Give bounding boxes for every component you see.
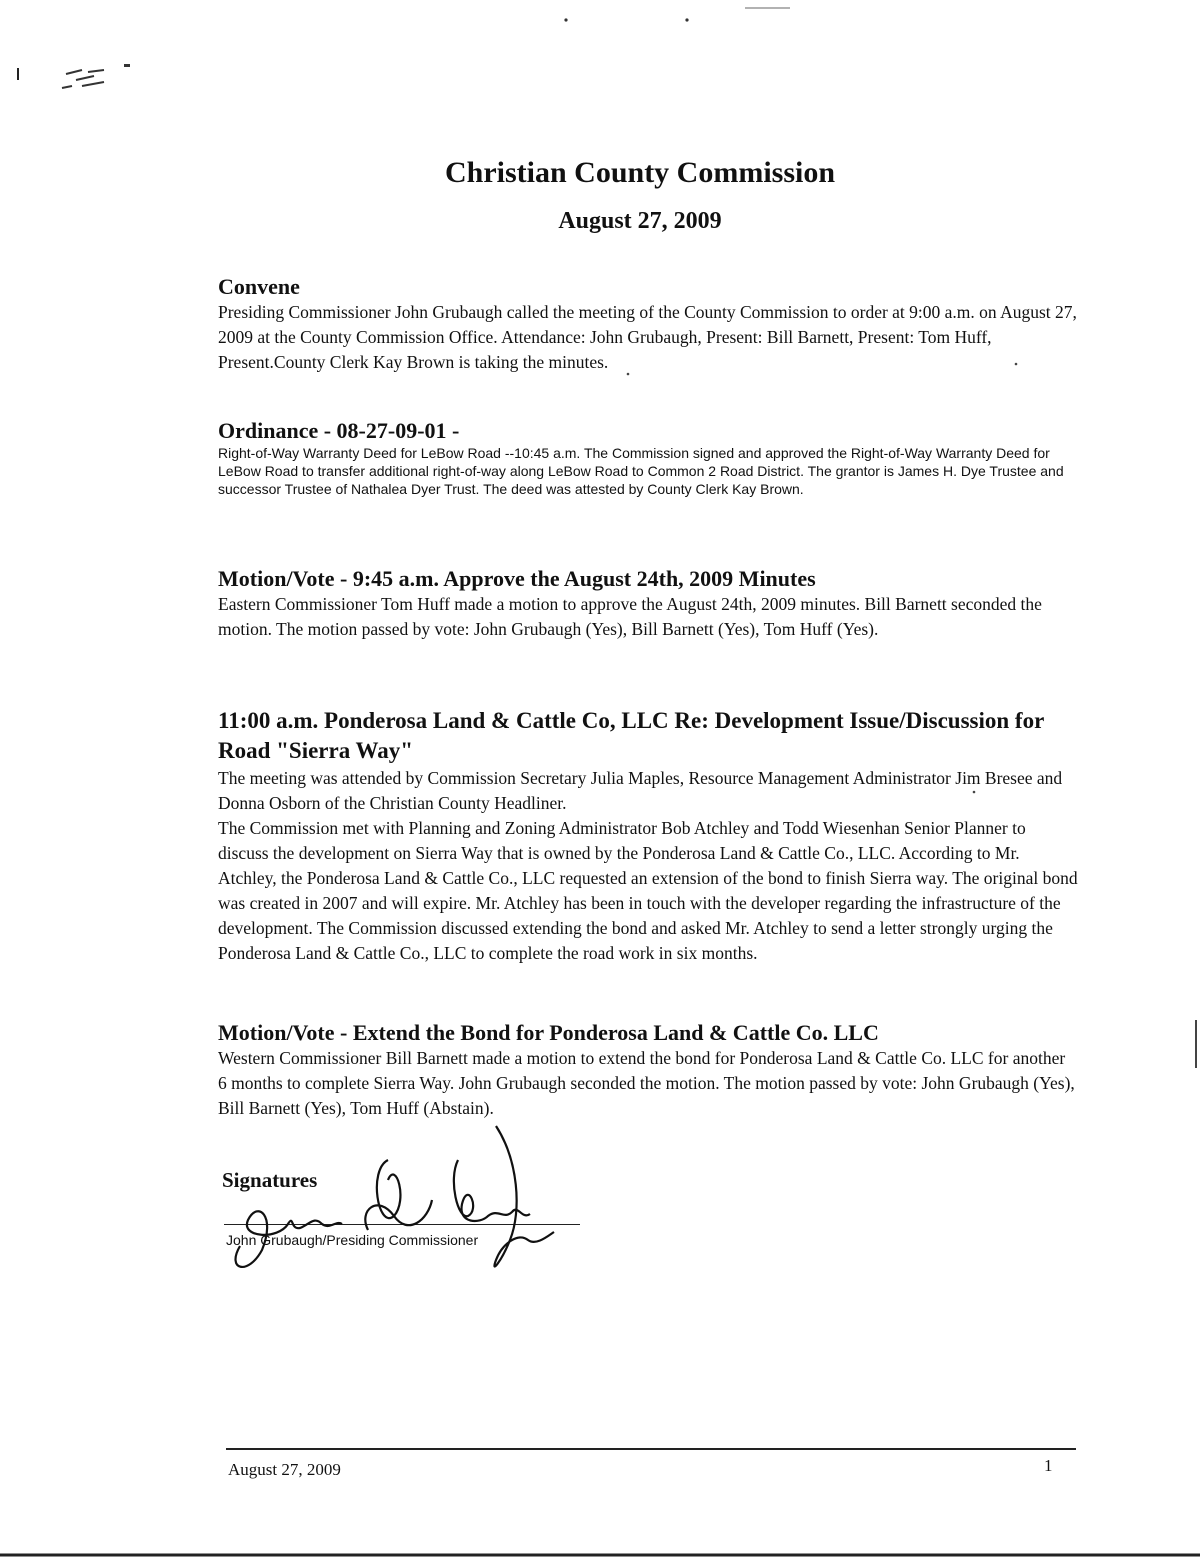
signature-block [218, 1120, 618, 1280]
footer-date: August 27, 2009 [228, 1460, 341, 1479]
section-body: Eastern Commissioner Tom Huff made a motion to approve the August 24th, 2009 minutes. Bill Barnett seconded the motion. The motion passed by vote: John Grubaugh (Yes), Bill Barnett (Yes), Tom Huff (Yes). [218, 594, 1042, 639]
section-heading: Ordinance - 08-27-09-01 - [218, 418, 460, 443]
section-heading: Convene [218, 274, 300, 299]
page-number: 1 [1044, 1456, 1053, 1475]
section-body-continued: The Commission met with Planning and Zoning Administrator Bob Atchley and Todd Wiesenhan Senior Planner to discuss the development on Sierra Way that is owned by the Ponderosa Land & Cattle Co., LLC. According to Mr. Atchley, the Ponderosa Land & Cattle Co., LLC requested an extension of the bond to finish Sierra way. The original bond was created in 2007 and will expire. Mr. Atchley has been in touch with the developer regarding the infrastructure of the development. The Commission discussed extending the bond and asked Mr. Atchley to send a letter strongly urging the Ponderosa Land & Cattle Co., LLC to complete the road work in six months. [218, 818, 1078, 963]
section-extend-bond [218, 1020, 1078, 1121]
document-title: Christian County Commission [444, 156, 836, 189]
section-body: The meeting was attended by Commission Secretary Julia Maples, Resource Management Administrator Jim Bresee and Donna Osborn of the Christian County Headliner. [218, 768, 1063, 813]
section-convene [218, 274, 1078, 375]
section-body: Right-of-Way Warranty Deed for LeBow Road --10:45 a.m. The Commission signed and approved the Right-of-Way Warranty Deed for LeBow Road to transfer additional right-of-way along LeBow Road to Common 2 Road District. The grantor is James H. Dye Trustee and successor Trustee of Nathalea Dyer Trust. The deed was attested by County Clerk Kay Brown. [218, 445, 1064, 497]
section-heading: Motion/Vote - Extend the Bond for Ponderosa Land & Cattle Co. LLC [218, 1020, 879, 1045]
section-approve-minutes [218, 566, 1078, 642]
footer-rule [226, 1448, 1076, 1450]
handwritten-signature [218, 1120, 618, 1280]
section-body: Presiding Commissioner John Grubaugh called the meeting of the County Commission to order at 9:00 a.m. on August 27, 2009 at the County Commission Office. Attendance: John Grubaugh, Present: Bill Barnett, Present: Tom Huff, Present.County Clerk Kay Brown is taking the minutes. [218, 302, 1077, 372]
section-ponderosa-discussion [218, 706, 1078, 966]
document-date: August 27, 2009 [558, 208, 722, 234]
signer-name: John Grubaugh/Presiding Commissioner [226, 1232, 479, 1248]
section-body: Western Commissioner Bill Barnett made a motion to extend the bond for Ponderosa Land & Cattle Co. LLC for another 6 months to complete Sierra Way. John Grubaugh seconded the motion. The motion passed by vote: John Grubaugh (Yes), Bill Barnett (Yes), Tom Huff (Abstain). [218, 1048, 1075, 1118]
section-heading: Motion/Vote - 9:45 a.m. Approve the August 24th, 2009 Minutes [218, 566, 816, 591]
signatures-label: Signatures [222, 1168, 318, 1192]
section-heading: 11:00 a.m. Ponderosa Land & Cattle Co, LLC Re: Development Issue/Discussion for Road "Sierra Way" [218, 708, 1044, 763]
section-ordinance [218, 418, 1078, 498]
